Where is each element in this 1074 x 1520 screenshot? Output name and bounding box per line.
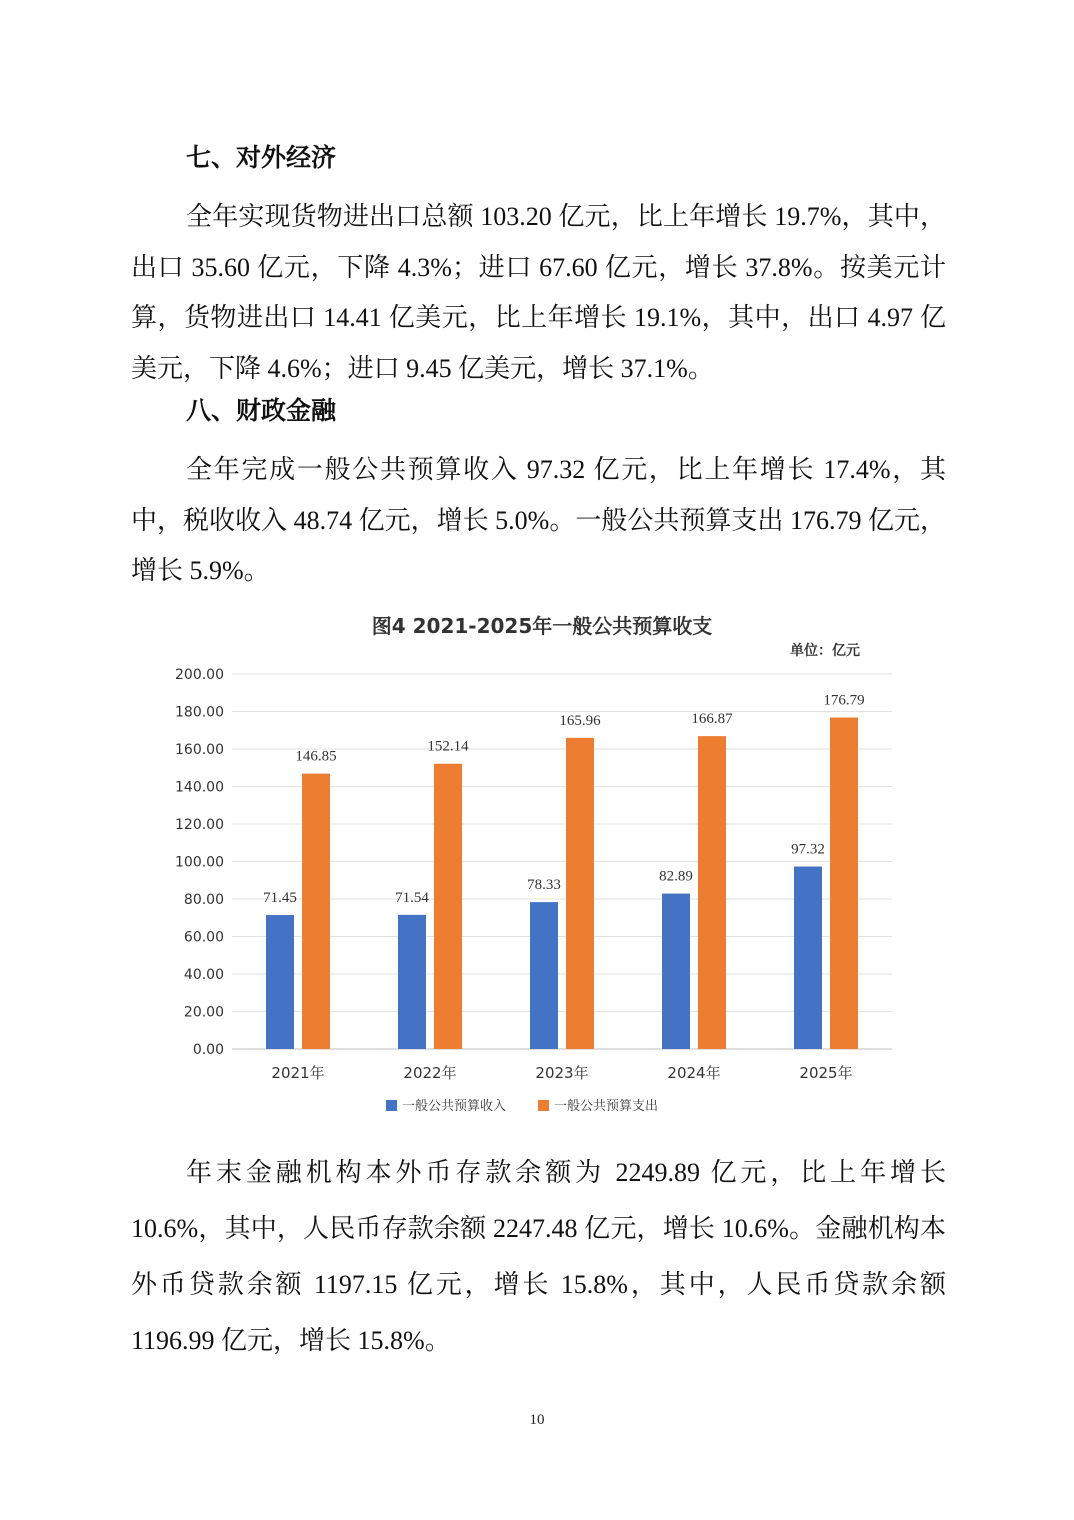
- chart-unit-label: 单位：亿元: [790, 643, 860, 659]
- section-heading-finance: 八、财政金融: [186, 396, 337, 425]
- y-tick-label: 120.00: [175, 817, 224, 833]
- x-tick-label: 2024年: [667, 1064, 721, 1082]
- y-tick-label: 80.00: [183, 892, 224, 908]
- revenue-data-label: 97.32: [791, 841, 825, 858]
- y-tick-label: 200.00: [175, 667, 224, 683]
- expenditure-bar: [698, 736, 726, 1049]
- revenue-data-label: 82.89: [659, 868, 693, 885]
- y-tick-label: 180.00: [175, 704, 224, 721]
- expenditure-bar: [830, 718, 858, 1049]
- expenditure-data-label: 166.87: [691, 711, 733, 728]
- y-tick-label: 0.00: [192, 1042, 224, 1058]
- legend-label-expenditure: 一般公共预算支出: [554, 1099, 659, 1114]
- y-tick-label: 100.00: [175, 854, 224, 871]
- x-tick-label: 2025年: [799, 1064, 853, 1082]
- revenue-bar: [794, 867, 822, 1049]
- y-tick-label: 60.00: [183, 929, 224, 946]
- paragraph-deposits-loans: 年末金融机构本外币存款余额为 2249.89 亿元，比上年增长 10.6%，其中，人民币存款余额 2247.48 亿元，增长 10.6%。金融机构本外币贷款余额 1197.15 亿元，增长 15.8%，其中，人民币贷款余额 1196.99 亿元，增长 15.8%。: [131, 1158, 946, 1355]
- section-heading-foreign-economy: 七、对外经济: [186, 143, 337, 172]
- legend-label-revenue: 一般公共预算收入: [402, 1099, 507, 1114]
- legend-swatch-expenditure: [538, 1100, 549, 1111]
- revenue-bar: [530, 902, 558, 1049]
- y-tick-label: 140.00: [175, 779, 224, 796]
- legend-swatch-revenue: [386, 1100, 397, 1111]
- revenue-bar: [662, 894, 690, 1049]
- revenue-data-label: 71.54: [395, 889, 429, 906]
- revenue-bar: [266, 915, 294, 1049]
- paragraph-foreign-trade: 全年实现货物进出口总额 103.20 亿元，比上年增长 19.7%，其中，出口 35.60 亿元，下降 4.3%；进口 67.60 亿元，增长 37.8%。按美元计算，货物进出口 14.41 亿美元，比上年增长 19.1%，其中，出口 4.97 亿美元，下降 4.6%；进口 9.45 亿美元，增长 37.1%。: [131, 202, 946, 383]
- paragraph-public-budget: 全年完成一般公共预算收入 97.32 亿元，比上年增长 17.4%，其中，税收收入 48.74 亿元，增长 5.0%。一般公共预算支出 176.79 亿元，增长 5.9%。: [131, 455, 946, 585]
- budget-chart: [140, 600, 920, 1130]
- expenditure-data-label: 176.79: [823, 692, 865, 709]
- x-tick-label: 2022年: [403, 1064, 457, 1082]
- expenditure-bar: [302, 774, 330, 1049]
- x-tick-label: 2023年: [535, 1064, 589, 1082]
- revenue-data-label: 71.45: [263, 890, 297, 907]
- y-tick-label: 20.00: [183, 1004, 224, 1021]
- revenue-data-label: 78.33: [527, 877, 561, 894]
- expenditure-data-label: 152.14: [427, 738, 469, 755]
- chart-title: 图4 2021-2025年一般公共预算收支: [371, 614, 713, 638]
- revenue-bar: [398, 915, 426, 1049]
- expenditure-bar: [566, 738, 594, 1049]
- expenditure-data-label: 146.85: [295, 748, 337, 765]
- y-tick-label: 160.00: [175, 742, 224, 758]
- x-tick-label: 2021年: [271, 1064, 325, 1082]
- page-number: 10: [529, 1412, 545, 1428]
- expenditure-bar: [434, 764, 462, 1049]
- expenditure-data-label: 165.96: [559, 712, 601, 729]
- budget-chart-svg: [140, 600, 920, 1130]
- y-tick-label: 40.00: [183, 967, 224, 983]
